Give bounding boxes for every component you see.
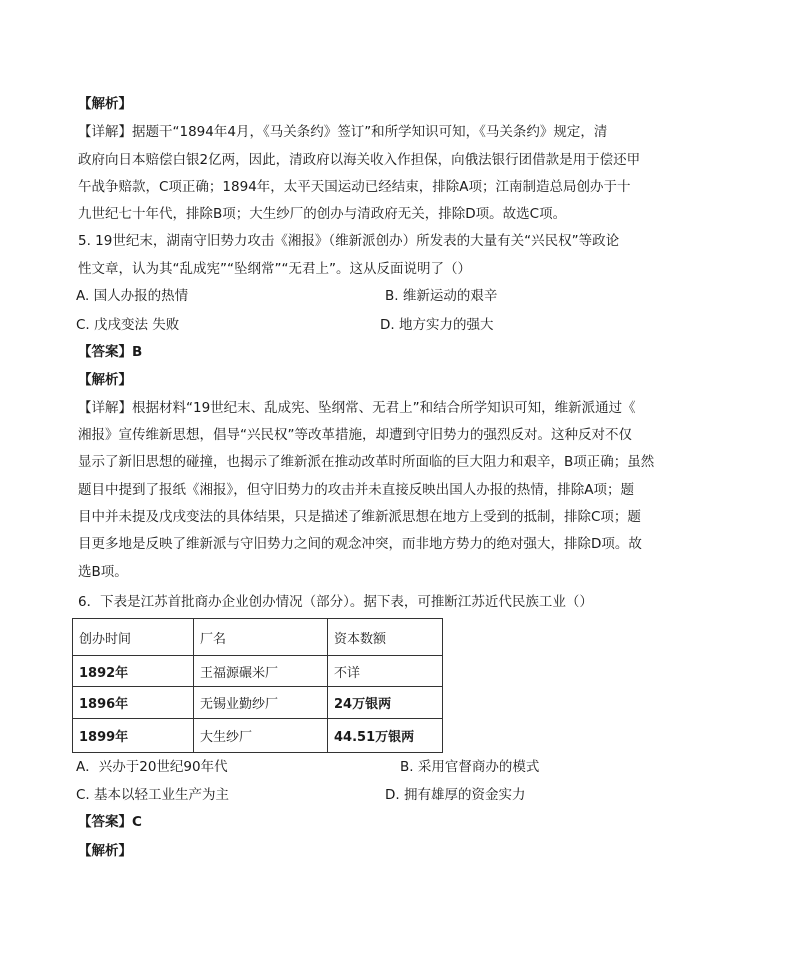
q5-detail-line-4: 题目中提到了报纸《湘报》，但守旧势力的攻击并未直接反映出国人办报的热情，排除A项；题	[78, 482, 634, 498]
table-cell: 1892年	[73, 656, 194, 687]
q6-option-b: B. 采用官督商办的模式	[400, 759, 540, 775]
q5-detail-line-6: 目更多地是反映了维新派与守旧势力之间的观念冲突，而非地方势力的绝对强大，排除D项。故	[78, 536, 642, 552]
table-cell: 1899年	[73, 719, 194, 753]
table-header-cell: 创办时间	[73, 619, 194, 656]
q5-stem-line-2: 性文章，认为其“乱成宪”“坠纲常”“无君上”。这从反面说明了（）	[78, 261, 471, 277]
q5-answer: 【答案】B	[78, 344, 143, 360]
q4-detail-line-1: 【详解】据题干“1894年4月，《马关条约》签订”和所学知识可知，《马关条约》规定，清	[78, 124, 608, 140]
table-header-row	[73, 619, 443, 656]
q4-detail-line-4: 九世纪七十年代，排除B项；大生纱厂的创办与清政府无关，排除D项。故选C项。	[78, 206, 567, 222]
q6-stem: 6．下表是江苏首批商办企业创办情况（部分）。据下表，可推断江苏近代民族工业（）	[78, 594, 593, 610]
q6-analysis-heading: 【解析】	[78, 843, 132, 859]
q5-option-c: C. 戊戌变法 失败	[76, 317, 180, 333]
table-cell: 不详	[328, 656, 443, 687]
table-row	[73, 687, 443, 719]
q6-option-d: D. 拥有雄厚的资金实力	[385, 787, 526, 803]
q5-stem-line-1: 5. 19世纪末，湖南守旧势力攻击《湘报》（维新派创办）所发表的大量有关“兴民权”等政论	[78, 233, 620, 249]
table-header-cell: 厂名	[194, 619, 328, 656]
q5-option-b: B. 维新运动的艰辛	[385, 288, 498, 304]
q5-detail-line-2: 湘报》宣传维新思想，倡导“兴民权”等改革措施，却遭到守旧势力的强烈反对。这种反对不仅	[78, 427, 632, 443]
q5-detail-line-3: 显示了新旧思想的碰撞，也揭示了维新派在推动改革时所面临的巨大阻力和艰辛，B项正确；虽然	[78, 454, 655, 470]
q4-detail-line-3: 午战争赔款，C项正确；1894年，太平天国运动已经结束，排除A项；江南制造总局创办于十	[78, 179, 631, 195]
table-cell: 1896年	[73, 687, 194, 719]
table-cell: 大生纱厂	[194, 719, 328, 753]
q5-detail-line-1: 【详解】根据材料“19世纪末、乱成宪、坠纲常、无君上”和结合所学知识可知，维新派通过《	[78, 400, 636, 416]
q6-option-a: A．兴办于20世纪90年代	[76, 759, 228, 775]
table-cell: 王福源碾米厂	[194, 656, 328, 687]
q5-detail-line-7: 选B项。	[78, 564, 128, 580]
q5-detail-line-5: 目中并未提及戊戌变法的具体结果，只是描述了维新派思想在地方上受到的抵制，排除C项；题	[78, 509, 641, 525]
table-cell: 44.51万银两	[328, 719, 443, 753]
table-cell: 无锡业勤纱厂	[194, 687, 328, 719]
q5-option-d: D. 地方实力的强大	[380, 317, 494, 333]
q6-answer: 【答案】C	[78, 814, 142, 830]
table-header-cell: 资本数额	[328, 619, 443, 656]
q4-detail-line-2: 政府向日本赔偿白银2亿两，因此，清政府以海关收入作担保，向俄法银行团借款是用于偿还甲	[78, 152, 641, 168]
table-cell: 24万银两	[328, 687, 443, 719]
enterprise-table	[72, 618, 443, 753]
q5-option-a: A. 国人办报的热情	[76, 288, 189, 304]
q4-analysis-heading: 【解析】	[78, 96, 132, 112]
table-row	[73, 656, 443, 687]
q6-option-c: C. 基本以轻工业生产为主	[76, 787, 230, 803]
table-row	[73, 719, 443, 753]
q5-analysis-heading: 【解析】	[78, 372, 132, 388]
